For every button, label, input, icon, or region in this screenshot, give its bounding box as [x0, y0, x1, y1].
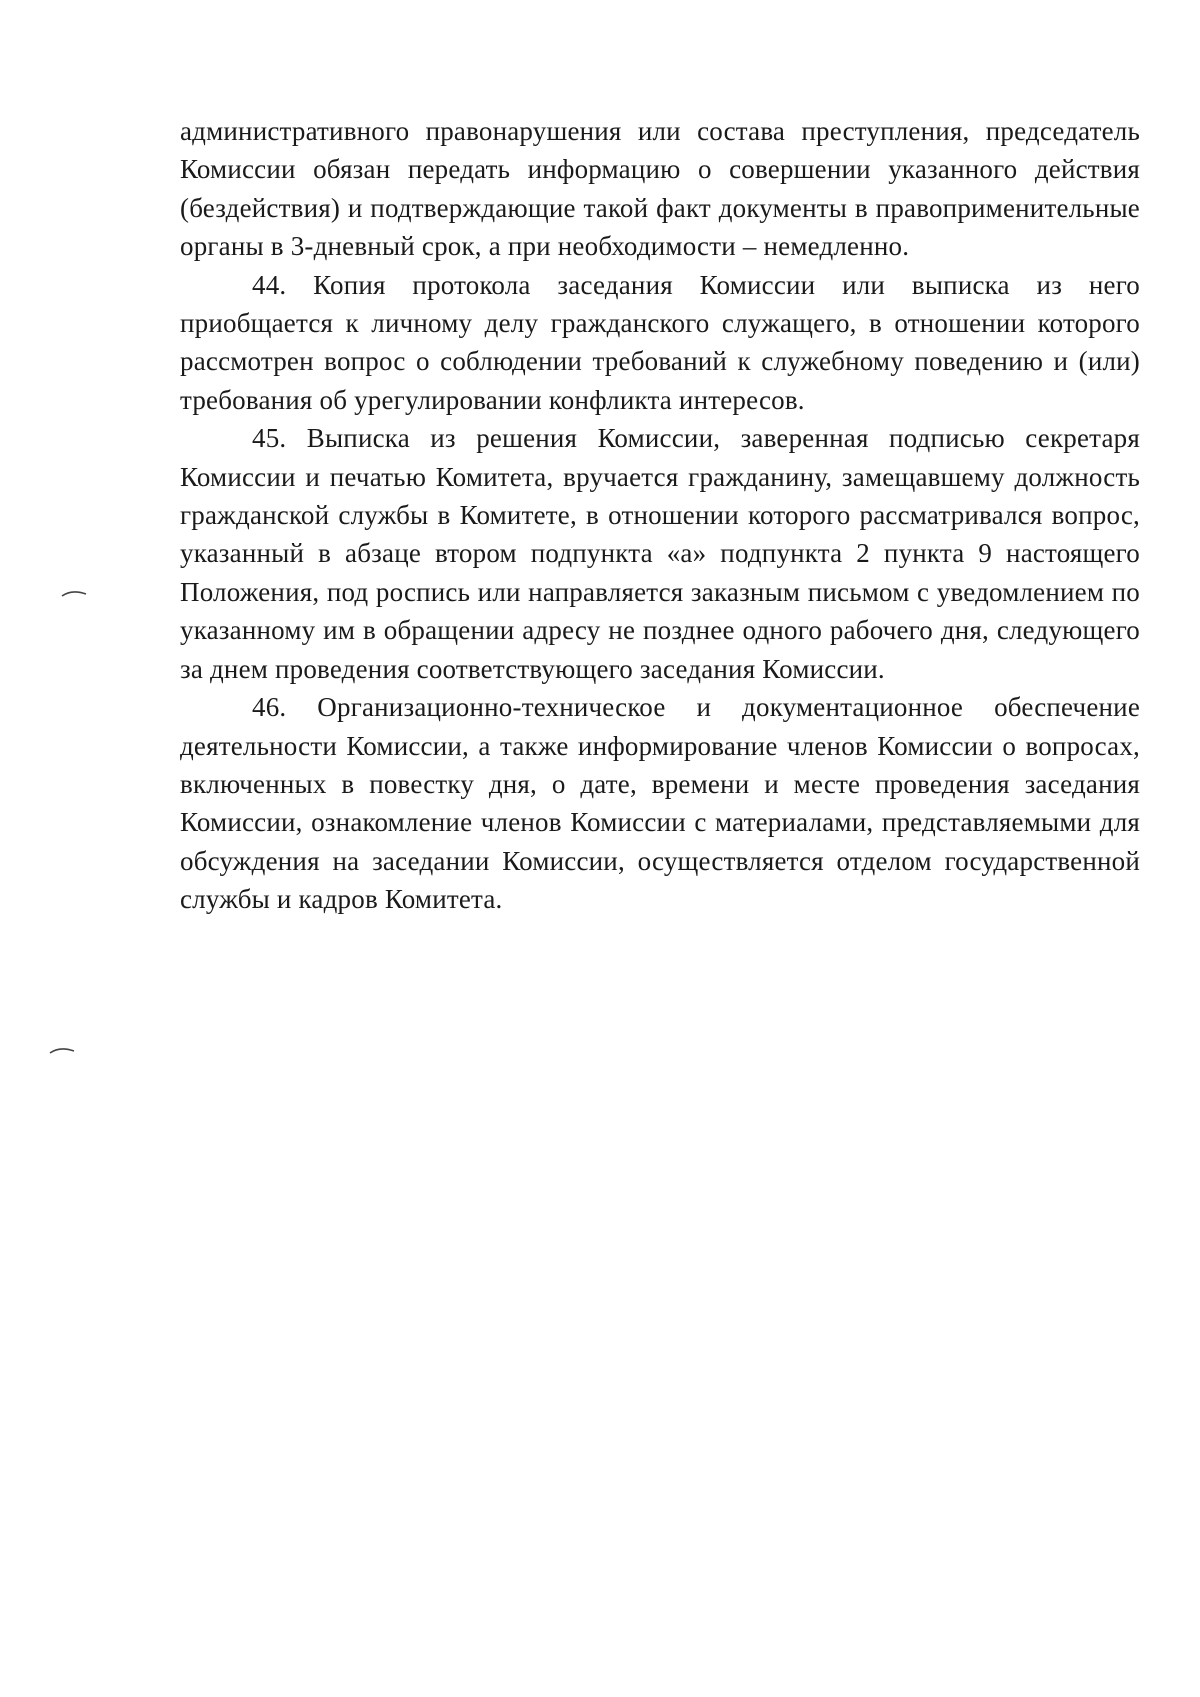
scan-artifact-mark [48, 1045, 78, 1055]
document-body [180, 112, 1140, 919]
paragraph-43-continuation: административного правонарушения или состава преступления, председатель Комиссии обязан передать информацию о совершении указанного действия (бездействия) и подтверждающие такой факт документы в правоприменительные органы в 3-дневный срок, а при необходимости – немедленно. [180, 116, 1140, 262]
paragraph-44: 44. Копия протокола заседания Комиссии или выписка из него приобщается к личному делу гражданского служащего, в отношении которого рассмотрен вопрос о соблюдении требований к служебному поведению и (или) требования об урегулировании конфликта интересов. [180, 269, 1140, 415]
paragraph-45: 45. Выписка из решения Комиссии, заверенная подписью секретаря Комиссии и печатью Комитета, вручается гражданину, замещавшему должность гражданской службы в Комитете, в отношении которого рассматривался вопрос, указанный в абзаце втором подпункта «а» подпункта 2 пункта 9 настоящего Положения, под роспись или направляется заказным письмом с уведомлением по указанному им в обращении адресу не позднее одного рабочего дня, следующего за днем проведения соответствующего заседания Комиссии. [180, 423, 1140, 684]
scan-artifact-mark [60, 588, 90, 598]
paragraph-46: 46. Организационно-техническое и документационное обеспечение деятельности Комиссии, а также информирование членов Комиссии о вопросах, включенных в повестку дня, о дате, времени и месте проведения заседания Комиссии, ознакомление членов Комиссии с материалами, представляемыми для обсуждения на заседании Комиссии, осуществляется отделом государственной службы и кадров Комитета. [180, 692, 1140, 915]
